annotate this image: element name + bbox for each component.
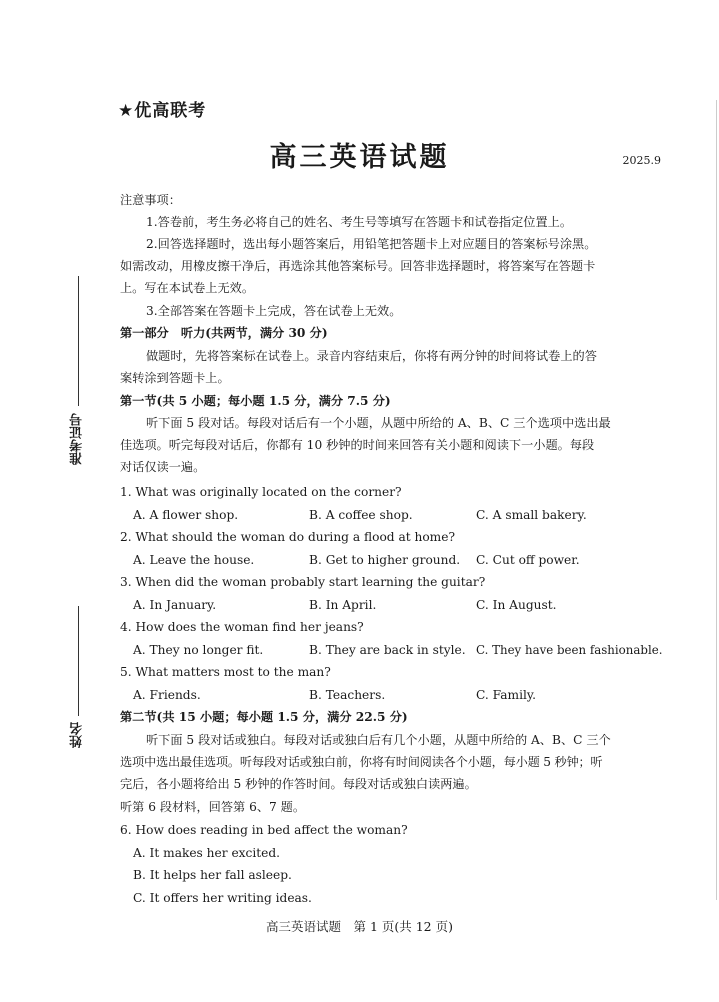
notice-item-2-line-1: 2.回答选择题时，选出每小题答案后，用铅笔把答题卡上对应题目的答案标号涂黑。 [146, 237, 597, 251]
q5-option-b: B. Teachers. [309, 688, 386, 702]
question-4: 4. How does the woman find her jeans? [120, 620, 364, 634]
q2-option-b: B. Get to higher ground. [309, 553, 461, 567]
section2-intro-line-1: 听下面 5 段对话或独白。每段对话或独白后有几个小题，从题中所给的 A、B、C 三个 [146, 733, 611, 747]
q1-option-a: A. A flower shop. [133, 508, 239, 522]
section2-heading: 第二节(共 15 小题；每小题 1.5 分，满分 22.5 分) [120, 710, 408, 724]
question-2: 2. What should the woman do during a flood at home? [120, 530, 455, 544]
notice-item-2-line-3: 上。写在本试卷上无效。 [120, 281, 255, 295]
q6-option-b: B. It helps her fall asleep. [133, 868, 292, 882]
page-title: 高三英语试题 [269, 142, 450, 173]
section2-intro-line-3: 完后，各小题将给出 5 秒钟的作答时间。每段对话或独白读两遍。 [120, 777, 477, 791]
part1-intro-line-1: 做题时，先将答案标在试卷上。录音内容结束后，你将有两分钟的时间将试卷上的答 [146, 349, 597, 363]
question-1: 1. What was originally located on the corner? [120, 485, 402, 499]
q1-option-b: B. A coffee shop. [309, 508, 413, 522]
q6-option-a: A. It makes her excited. [133, 846, 281, 860]
part1-intro-line-2: 案转涂到答题卡上。 [120, 371, 230, 385]
q5-option-c: C. Family. [476, 688, 537, 702]
section1-heading: 第一节(共 5 小题；每小题 1.5 分，满分 7.5 分) [120, 394, 391, 408]
q3-option-a: A. In January. [133, 598, 217, 612]
page-footer: 高三英语试题 第 1 页(共 12 页) [265, 919, 453, 934]
page-edge-line [716, 100, 717, 900]
section2-intro-line-2: 选项中选出最佳选项。听每段对话或独白前，你将有时间阅读各个小题，每小题 5 秒钟；听 [120, 755, 603, 769]
section1-intro-line-3: 对话仅读一遍。 [120, 460, 206, 474]
q1-option-c: C. A small bakery. [476, 508, 587, 522]
question-6: 6. How does reading in bed affect the woman? [120, 823, 408, 837]
notice-item-2-line-2: 如需改动，用橡皮擦干净后，再选涂其他答案标号。回答非选择题时，将答案写在答题卡 [120, 259, 596, 273]
q2-option-a: A. Leave the house. [133, 553, 255, 567]
q4-option-c: C. They have been fashionable. [476, 643, 663, 657]
notice-item-3: 3.全部答案在答题卡上完成，答在试卷上无效。 [146, 304, 402, 318]
q3-option-b: B. In April. [309, 598, 377, 612]
q4-option-a: A. They no longer fit. [133, 643, 264, 657]
q5-option-a: A. Friends. [133, 688, 201, 702]
id-line [78, 276, 79, 406]
name-line [78, 606, 79, 716]
section1-intro-line-2: 佳选项。听完每段对话后，你都有 10 秒钟的时间来回答有关小题和阅读下一小题。每段 [120, 438, 595, 452]
question-3: 3. When did the woman probably start learning the guitar? [120, 575, 486, 589]
q3-option-c: C. In August. [476, 598, 557, 612]
q6-option-c: C. It offers her writing ideas. [133, 891, 312, 905]
q4-option-b: B. They are back in style. [309, 643, 466, 657]
exam-id-label: 准考证号 [70, 413, 85, 465]
section1-intro-line-1: 听下面 5 段对话。每段对话后有一个小题，从题中所给的 A、B、C 三个选项中选出最 [146, 416, 611, 430]
part1-heading: 第一部分 听力(共两节，满分 30 分) [120, 326, 328, 340]
name-label: 姓名 [70, 722, 85, 748]
notice-item-1: 1.答卷前，考生务必将自己的姓名、考生号等填写在答题卡和试卷指定位置上。 [146, 215, 573, 229]
notice-heading: 注意事项： [120, 193, 181, 207]
brand-label: ★优高联考 [118, 101, 207, 121]
exam-date: 2025.9 [622, 154, 661, 167]
q2-option-c: C. Cut off power. [476, 553, 580, 567]
material-6-instruction: 听第 6 段材料，回答第 6、7 题。 [120, 800, 306, 814]
question-5: 5. What matters most to the man? [120, 665, 331, 679]
